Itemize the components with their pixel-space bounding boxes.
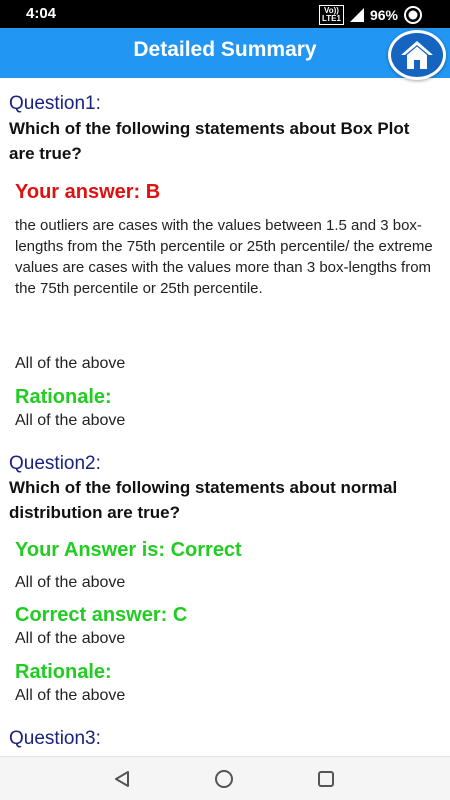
navigation-bar <box>0 756 450 800</box>
home-icon <box>400 39 434 71</box>
question-1-text: Which of the following statements about Box Plot are true? <box>9 119 410 163</box>
status-icons <box>319 5 422 25</box>
recents-button[interactable] <box>314 767 338 791</box>
question-2-answer-text: All of the above <box>15 574 126 591</box>
question-1-your-answer: Your answer: B <box>15 181 161 203</box>
back-button[interactable] <box>110 767 134 791</box>
status-bar <box>0 0 450 28</box>
question-1-rationale-label: Rationale: <box>15 386 112 408</box>
battery-percent: 96% <box>369 7 398 23</box>
back-icon <box>113 770 131 788</box>
home-nav-button[interactable] <box>212 767 236 791</box>
app-header <box>0 28 450 78</box>
question-2-text: Which of the following statements about normal distribution are true? <box>9 478 398 522</box>
question-2-rationale-text: All of the above <box>15 687 126 704</box>
question-2-correct-value: All of the above <box>15 630 126 647</box>
question-2-rationale-label: Rationale: <box>15 661 112 683</box>
volte-bottom: LTE1 <box>322 14 341 23</box>
question-1-rationale-text: All of the above <box>15 412 126 429</box>
question-1-title: Question1: <box>9 93 101 114</box>
volte-badge <box>319 5 344 25</box>
status-time: 4:04 <box>26 5 57 22</box>
question-2-status: Your Answer is: Correct <box>15 539 242 561</box>
question-2-title: Question2: <box>9 453 101 474</box>
question-1-answer-text: the outliers are cases with the values between 1.5 and 3 box-lengths from the 75th percentile or 25th percentile/ the extreme values are cases with the values more than 3 box-lengths from the 75th percentile or 25th percentile. <box>15 217 433 297</box>
question-2-correct-label: Correct answer: C <box>15 604 188 626</box>
circle-home-icon <box>214 769 234 789</box>
signal-icon <box>350 8 364 22</box>
volte-top: Vo)) <box>324 6 339 15</box>
square-recents-icon <box>317 770 335 788</box>
battery-icon <box>404 6 422 24</box>
home-button[interactable] <box>388 30 446 80</box>
question-3-title: Question3: <box>9 728 101 749</box>
question-1-correct-value: All of the above <box>15 355 126 372</box>
summary-content[interactable] <box>0 78 450 756</box>
page-title: Detailed Summary <box>133 38 317 61</box>
